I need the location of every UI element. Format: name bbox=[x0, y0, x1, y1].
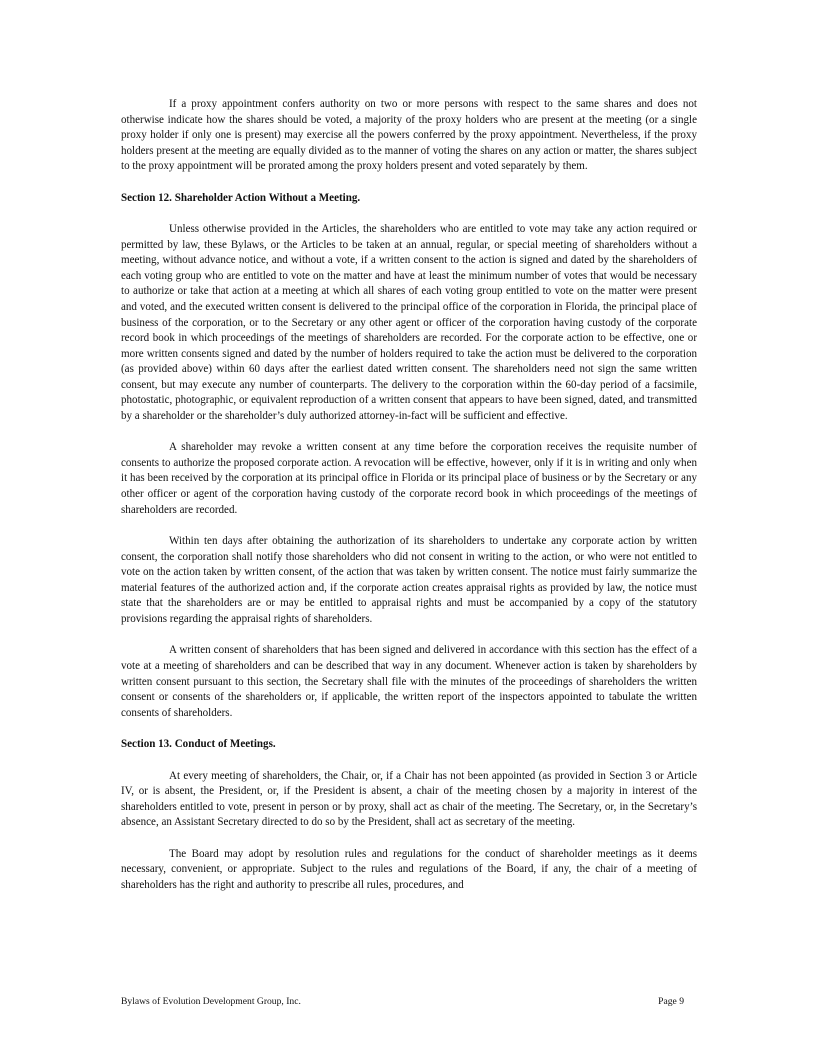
footer-page-number: Page 9 bbox=[658, 996, 684, 1007]
paragraph-revoke-consent: A shareholder may revoke a written consent at any time before the corporation receives the requisite number of consents to authorize the proposed corporate action. A revocation will be effective, however, only if it is in writing and only when it has been received by the corporation at its principal office in Florida or its principal place of business or by the Secretary or any other officer or agent of the corporation having custody of the corporate record book in which proceedings of the meetings of shareholders are recorded. bbox=[121, 441, 697, 516]
footer-document-title: Bylaws of Evolution Development Group, Inc. bbox=[121, 996, 301, 1007]
page-footer bbox=[121, 996, 684, 1008]
paragraph-action-without-meeting: Unless otherwise provided in the Articles, the shareholders who are entitled to vote may take any action required or permitted by law, these Bylaws, or the Articles to be taken at an annual, regular, or special meeting of shareholders without a meeting, without advance notice, and without a vote, if a written consent to the action is signed and dated by the shareholders of each voting group who are entitled to vote on the matter and have at least the minimum number of votes that would be necessary to authorize or take that action at a meeting at which all shares of each voting group entitled to vote on the matter were present and voted, and the executed written consent is delivered to the principal office of the corporation in Florida, the principal place of business of the corporation, or to the Secretary or any other agent or officer of the corporation having custody of the corporate record book in which proceedings of the meetings of shareholders are recorded. For the corporate action to be effective, one or more written consents signed and dated by the number of holders required to take the action must be delivered to the corporation (as provided above) within 60 days after the earliest dated written consent. The shareholders need not sign the same written consent, but may execute any number of counterparts. The delivery to the corporation within the 60-day period of a facsimile, photostatic, photographic, or equivalent reproduction of a written consent that appears to have been signed, dated, and transmitted by a shareholder or the shareholder’s duly authorized attorney-in-fact will be sufficient and effective. bbox=[121, 223, 697, 422]
paragraph-chair-of-meeting: At every meeting of shareholders, the Chair, or, if a Chair has not been appointed (as provided in Section 3 or Article IV, or is absent, the President, or, if the President is absent, a chair of the meeting chosen by a majority in interest of the shareholders entitled to vote, present in person or by proxy, shall act as chair of the meeting. The Secretary, or, in the Secretary’s absence, an Assistant Secretary directed to do so by the President, shall act as secretary of the meeting. bbox=[121, 769, 697, 829]
paragraph-effect-of-consent: A written consent of shareholders that has been signed and delivered in accordance with this section has the effect of a vote at a meeting of shareholders and can be described that way in any document. Whenever action is taken by shareholders by written consent pursuant to this section, the Secretary shall file with the minutes of the proceedings of shareholders the written consent or consents of the shareholders or, if applicable, the written report of the inspectors appointed to tabulate the written consents of shareholders. bbox=[121, 644, 697, 719]
section-13-heading: Section 13. Conduct of Meetings. bbox=[121, 738, 276, 751]
document-page bbox=[121, 97, 697, 894]
paragraph-meeting-rules: The Board may adopt by resolution rules and regulations for the conduct of shareholder meetings as it deems necessary, convenient, or appropriate. Subject to the rules and regulations of the Board, if any, the chair of a meeting of shareholders has the right and authority to prescribe all rules, procedures, and bbox=[121, 847, 697, 891]
paragraph-proxy-appointment: If a proxy appointment confers authority on two or more persons with respect to the same shares and does not otherwise indicate how the shares should be voted, a majority of the proxy holders who are present at the meeting (or a single proxy holder if only one is present) may exercise all the powers conferred by the proxy appointment. Nevertheless, if the proxy holders present at the meeting are equally divided as to the manner of voting the shares on any action or matter, the shares subject to the proxy appointment will be prorated among the proxy holders present and voted separately by them. bbox=[121, 98, 697, 173]
paragraph-notice-of-action: Within ten days after obtaining the authorization of its shareholders to undertake any corporate action by written consent, the corporation shall notify those shareholders who did not consent in writing to the action, or who were not entitled to vote on the action taken by written consent, of the action that was taken by written consent. The notice must fairly summarize the material features of the authorized action and, if the corporate action creates appraisal rights as provided by law, the notice must state that the shareholders are or may be entitled to appraisal rights and must be accompanied by a copy of the statutory provisions regarding the appraisal rights of shareholders. bbox=[121, 535, 697, 625]
section-12-heading: Section 12. Shareholder Action Without a Meeting. bbox=[121, 191, 361, 204]
